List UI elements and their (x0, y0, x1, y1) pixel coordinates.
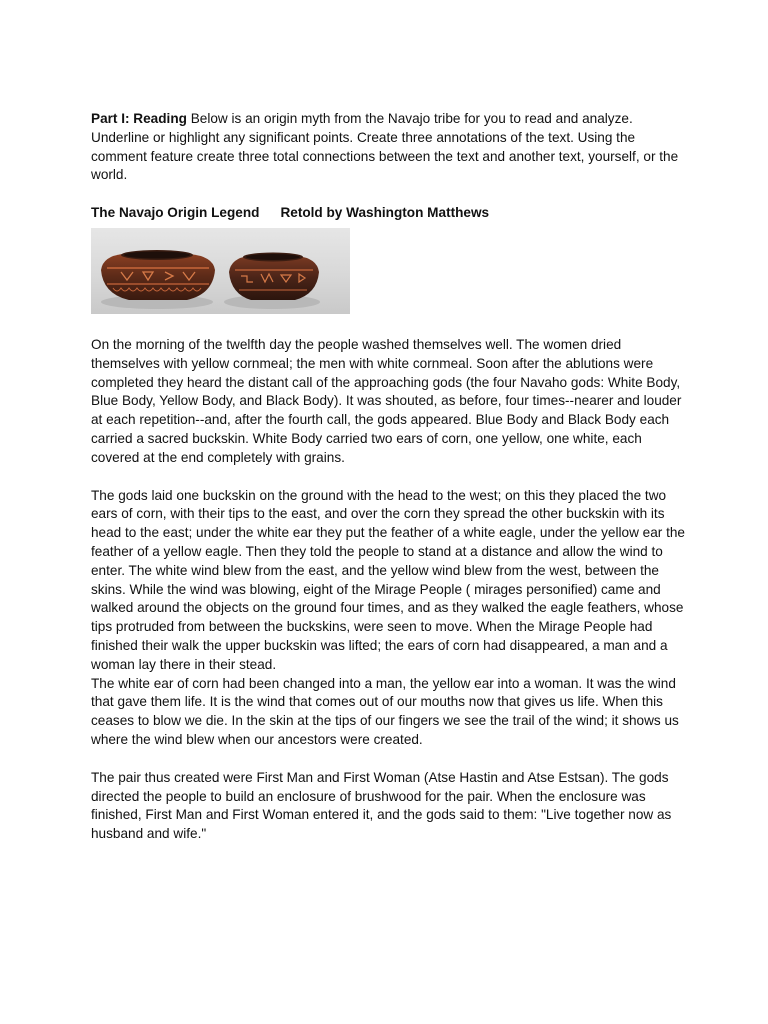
pottery-bowls-icon (91, 228, 350, 314)
story-title: The Navajo Origin Legend (91, 205, 260, 221)
paragraph-3: The white ear of corn had been changed into a man, the yellow ear into a woman. It was the wind that gave them life. It is the wind that comes out of our mouths now that gives us life. When this ceases to blow we die. In the skin at the tips of our fingers we see the trail of the wind; it shows us where the wind blew when our ancestors were created. (91, 675, 679, 747)
intro-text: Below is an origin myth from the Navajo tribe for you to read and analyze. Underline or highlight any significant points. Create three annotations of the text. Using the comment feature create three total connections between the text and another text, yourself, or the world. (91, 111, 679, 183)
paragraph-2: The gods laid one buckskin on the ground with the head to the west; on this they placed the two ears of corn, with their tips to the east, and over the corn they spread the other buckskin with its head to the east; under the white ear they put the feather of a white eagle, under the yellow ear the feather of a yellow eagle. Then they told the people to stand at a distance and allow the wind to enter. The white wind blew from the east, and the yellow wind blew from the west, between the skins. While the wind was blowing, eight of the Mirage People ( mirages personified) came and walked around the objects on the ground four times, and as they walked the eagle feathers, whose tips protruded from between the buckskins, were seen to move. When the Mirage People had finished their walk the upper buckskin was lifted; the ears of corn had disappeared, a man and a woman lay there in their stead. (91, 487, 685, 672)
paragraph-4: The pair thus created were First Man and First Woman (Atse Hastin and Atse Estsan). The gods directed the people to build an enclosure of brushwood for the pair. When the enclosure was finished, First Man and First Woman entered it, and the gods said to them: "Live together now as husband and wife." (91, 769, 672, 842)
story-author: Retold by Washington Matthews (280, 205, 490, 221)
pottery-image (91, 228, 350, 314)
intro-paragraph (91, 110, 691, 185)
document-page (91, 110, 691, 863)
intro-label: Part I: Reading (91, 111, 187, 126)
paragraph-1: On the morning of the twelfth day the people washed themselves well. The women dried themselves with yellow cornmeal; the men with white cornmeal. Soon after the ablutions were completed they heard the distant call of the approaching gods (the four Navaho gods: White Body, Blue Body, Yellow Body, and Black Body). It was shouted, as before, four times--nearer and louder at each repetition--and, after the fourth call, the gods appeared. Blue Body and Black Body each carried a sacred buckskin. White Body carried two ears of corn, one yellow, one white, each covered at the end completely with grains. (91, 336, 682, 465)
story-heading (91, 204, 691, 223)
